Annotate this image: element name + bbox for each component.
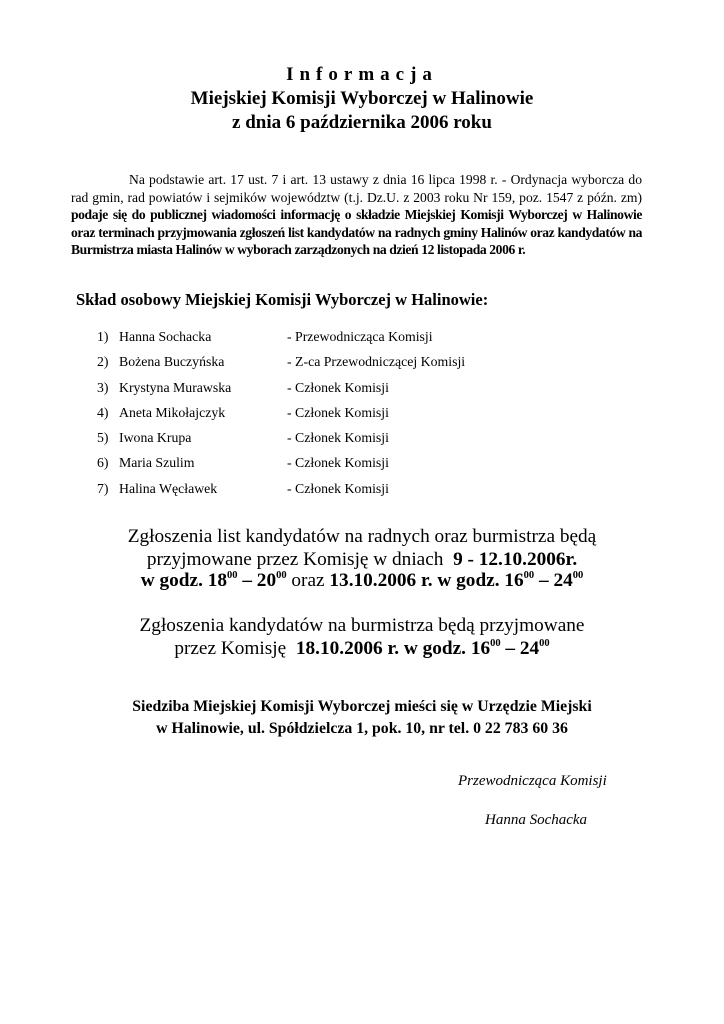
member-name: Iwona Krupa [119,430,192,446]
member-name: Hanna Sochacka [119,329,212,344]
seat-address-line2: w Halinowie, ul. Spółdzielcza 1, pok. 10, nr tel. 0 22 783 60 36 [156,720,568,737]
lists-notice-hours: w godz. $18^{00} - 20^{00}$ oraz 13.10.2006 r. w godz. $16^{00} - 24^{00}$ [140,570,584,591]
document-subtitle: Miejskiej Komisji Wyborczej w Halinowie [190,88,534,109]
committee-heading: Skład osobowy Miejskiej Komisji Wyborczej w Halinowie: [76,290,489,309]
member-number: 5) [97,430,109,446]
member-number: 6) [97,455,109,471]
member-role: - Członek Komisji [287,455,389,471]
signature-name: Hanna Sochacka [485,812,588,828]
member-number: 1) [97,329,109,344]
document-title: Informacja [286,64,438,85]
member-item [94,352,614,377]
intro-legal-basis: Na podstawie art. 17 ust. 7 i art. 13 ustawy z dnia 16 lipca 1998 r. - Ordynacja wyborcza do rad gmin, rad powiatów i sejmików województw (t.j. Dz.U. z 2003 roku Nr 159, poz. 1547 z późn. zm) [71,172,642,205]
lists-notice-line2 [0,549,724,572]
member-role: - Z-ca Przewodniczącej Komisji [287,354,466,370]
mayor-notice-line2: przez Komisję 18.10.2006 r. w godz. $16^{00} - 24^{00}$ [174,638,550,659]
member-name: Bożena Buczyńska [119,354,225,370]
mayor-notice-line1: Zgłoszenia kandydatów na burmistrza będą przyjmowane [139,615,585,636]
lists-notice-dates: 9 - 12.10.2006r. [453,549,578,570]
member-item [94,453,614,478]
member-name: Halina Węcławek [119,480,218,496]
member-role: - Przewodnicząca Komisji [287,329,433,344]
member-name: Aneta Mikołajczyk [119,404,226,420]
lists-notice-text: przyjmowane przez Komisję w dniach [146,549,444,570]
member-item [94,378,614,403]
intro-paragraph [71,171,642,259]
member-number: 7) [97,480,109,496]
member-item [94,327,614,352]
member-number: 2) [97,354,109,370]
member-name: Krystyna Murawska [119,379,232,395]
signature-role: Przewodnicząca Komisji [458,773,607,789]
committee-member-list [94,327,614,504]
member-number: 3) [97,379,109,395]
member-role: - Członek Komisji [287,404,389,420]
member-item [94,479,614,504]
member-number: 4) [97,404,109,420]
member-role: - Członek Komisji [287,379,389,395]
document-date: z dnia 6 października 2006 roku [232,112,492,133]
intro-announcement: podaje się do publicznej wiadomości informację o składzie Miejskiej Komisji Wyborczej w Halinowie oraz terminach przyjmowania zgłoszeń list kandydatów na radnych gminy Halinów oraz kandydatów na Burmistrza miasta Halinów w wyborach zarządzonych na dzień 12 listopada 2006 r. [71,207,642,257]
member-name: Maria Szulim [119,455,195,471]
member-item [94,403,614,428]
seat-address-line1: Siedziba Miejskiej Komisji Wyborczej mieści się w Urzędzie Miejski [132,698,592,715]
member-item [94,428,614,453]
member-role: - Członek Komisji [287,480,389,496]
lists-notice-line1: Zgłoszenia list kandydatów na radnych oraz burmistrza będą [127,526,597,547]
member-role: - Członek Komisji [287,430,389,446]
